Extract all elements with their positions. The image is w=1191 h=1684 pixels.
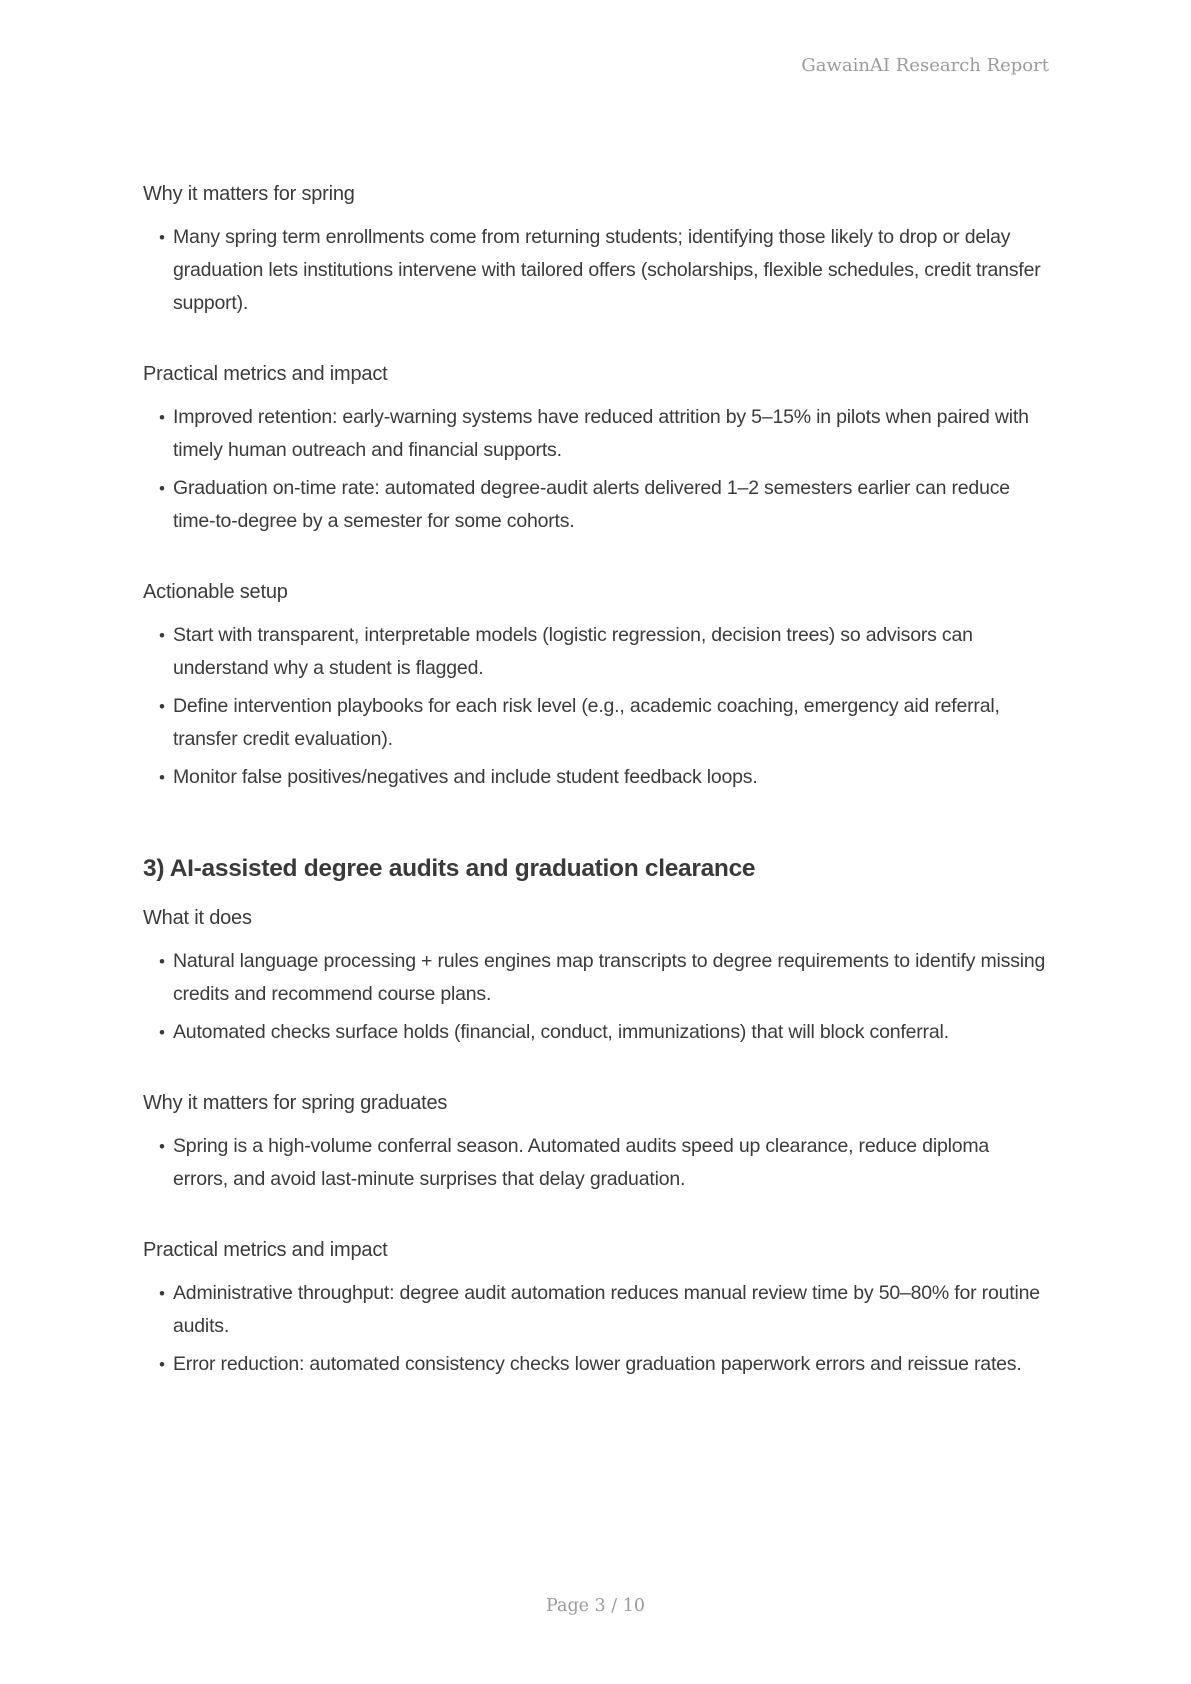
list-item-text: Many spring term enrollments come from returning students; identifying those likely to drop or delay graduation lets institutions intervene with tailored offers (scholarships, flexible schedules, credit transfer support). (173, 226, 1041, 314)
list-item (143, 690, 1049, 756)
section-practical-metrics-2 (143, 1237, 1049, 1381)
page-footer (0, 1596, 1191, 1616)
main-heading-degree-audits: 3) AI-assisted degree audits and graduation clearance (143, 855, 756, 882)
list-item (143, 945, 1049, 1011)
list-item-text: Administrative throughput: degree audit automation reduces manual review time by 50–80% for routine audits. (173, 1282, 1040, 1337)
list-item-text: Improved retention: early-warning systems have reduced attrition by 5–15% in pilots when paired with timely human outreach and financial supports. (173, 406, 1029, 461)
section-heading: Why it matters for spring (143, 183, 355, 205)
list-item-text: Automated checks surface holds (financial, conduct, immunizations) that will block conferral. (173, 1021, 949, 1043)
bullet-list (143, 221, 1049, 320)
page-number: Page 3 / 10 (546, 1596, 645, 1616)
list-item-text: Graduation on-time rate: automated degree-audit alerts delivered 1–2 semesters earlier can reduce time-to-degree by a semester for some cohorts. (173, 477, 1010, 532)
list-item (143, 221, 1049, 320)
list-item (143, 619, 1049, 685)
page-header (801, 55, 1049, 76)
bullet-icon: • (159, 479, 165, 498)
bullet-list (143, 945, 1049, 1049)
section-practical-metrics-1 (143, 361, 1049, 538)
section-what-it-does (143, 905, 1049, 1049)
list-item-text: Monitor false positives/negatives and include student feedback loops. (173, 766, 758, 788)
list-item-text: Define intervention playbooks for each risk level (e.g., academic coaching, emergency aid referral, transfer credit evaluation). (173, 695, 1000, 750)
list-item-text: Start with transparent, interpretable models (logistic regression, decision trees) so advisors can understand why a student is flagged. (173, 624, 973, 679)
page-content (143, 181, 1049, 1386)
bullet-icon: • (159, 1355, 165, 1374)
bullet-icon: • (159, 768, 165, 787)
list-item (143, 401, 1049, 467)
bullet-list (143, 619, 1049, 794)
list-item (143, 472, 1049, 538)
section-heading: What it does (143, 907, 252, 929)
list-item (143, 1348, 1049, 1381)
bullet-list (143, 1277, 1049, 1381)
bullet-icon: • (159, 626, 165, 645)
bullet-list (143, 401, 1049, 538)
section-why-it-matters-spring (143, 181, 1049, 320)
list-item (143, 1130, 1049, 1196)
list-item (143, 1016, 1049, 1049)
bullet-icon: • (159, 1023, 165, 1042)
bullet-icon: • (159, 1284, 165, 1303)
bullet-list (143, 1130, 1049, 1196)
list-item-text: Error reduction: automated consistency checks lower graduation paperwork errors and reissue rates. (173, 1353, 1022, 1375)
section-heading: Actionable setup (143, 581, 288, 603)
section-heading: Practical metrics and impact (143, 363, 388, 385)
section-heading: Practical metrics and impact (143, 1239, 388, 1261)
bullet-icon: • (159, 228, 165, 247)
list-item (143, 1277, 1049, 1343)
bullet-icon: • (159, 1137, 165, 1156)
bullet-icon: • (159, 408, 165, 427)
section-actionable-setup (143, 579, 1049, 794)
report-title: GawainAI Research Report (801, 55, 1049, 76)
list-item (143, 761, 1049, 794)
bullet-icon: • (159, 952, 165, 971)
list-item-text: Spring is a high-volume conferral season. Automated audits speed up clearance, reduce diploma errors, and avoid last-minute surprises that delay graduation. (173, 1135, 990, 1190)
section-heading: Why it matters for spring graduates (143, 1092, 448, 1114)
list-item-text: Natural language processing + rules engines map transcripts to degree requirements to identify missing credits and recommend course plans. (173, 950, 1046, 1005)
bullet-icon: • (159, 697, 165, 716)
section-why-it-matters-graduates (143, 1090, 1049, 1196)
